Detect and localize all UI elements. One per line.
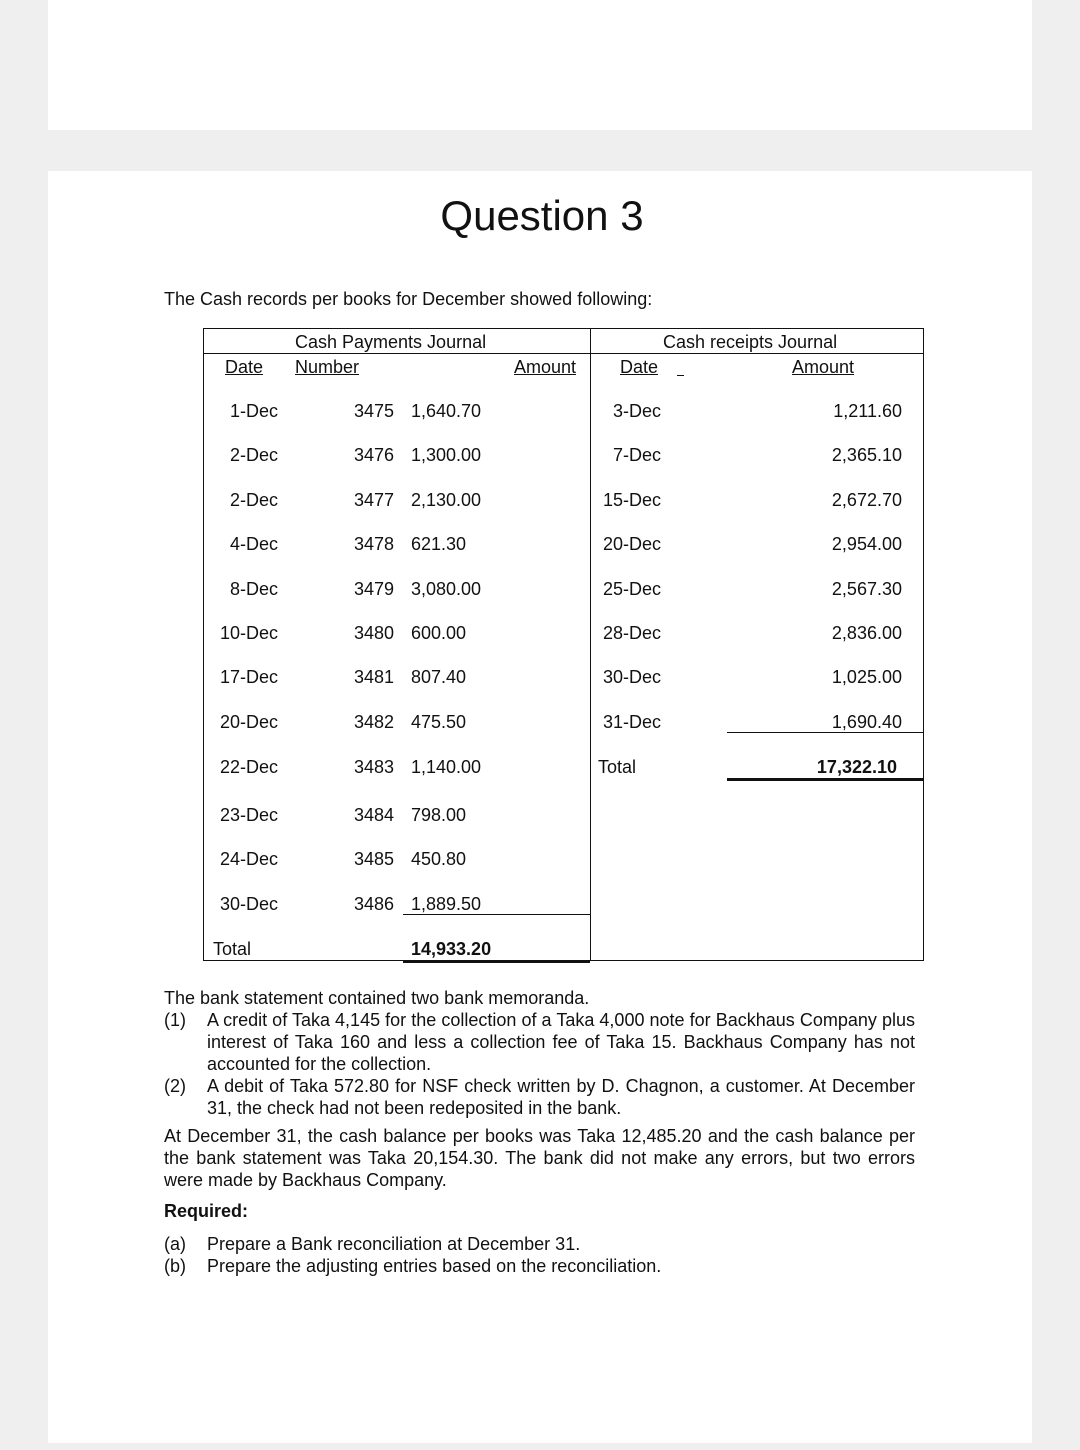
receipt-date: 28-Dec xyxy=(602,623,661,643)
receipt-amount: 1,025.00 xyxy=(831,667,902,687)
payment-amount: 1,640.70 xyxy=(411,401,482,421)
receipt-amount: 2,672.70 xyxy=(831,490,902,510)
receipts-total: 17,322.10 xyxy=(816,757,897,777)
receipts-col-amount: Amount xyxy=(792,357,855,377)
payment-date: 2-Dec xyxy=(229,445,278,465)
receipt-date: 30-Dec xyxy=(602,667,661,687)
receipt-amount: 2,836.00 xyxy=(831,623,902,643)
receipt-amount: 1,211.60 xyxy=(833,401,902,421)
payment-date: 20-Dec xyxy=(219,712,278,732)
payment-number: 3485 xyxy=(353,849,394,869)
question-title: Question 3 xyxy=(440,192,644,239)
payment-amount: 798.00 xyxy=(411,805,467,825)
payment-date: 22-Dec xyxy=(219,757,278,777)
payment-number: 3484 xyxy=(353,805,394,825)
previous-page xyxy=(48,0,1032,130)
required-a-text: Prepare a Bank reconciliation at December 31. xyxy=(207,1234,581,1254)
payments-total: 14,933.20 xyxy=(411,939,492,959)
payment-amount: 621.30 xyxy=(411,534,467,554)
payments-col-date: Date xyxy=(225,357,264,377)
payment-number: 3482 xyxy=(353,712,394,732)
receipts-col-date: Date xyxy=(620,357,659,377)
payment-amount: 1,300.00 xyxy=(411,445,482,465)
payment-amount: 600.00 xyxy=(411,623,467,643)
receipt-date: 7-Dec xyxy=(612,445,661,465)
receipt-amount: 2,954.00 xyxy=(831,534,902,554)
payment-number: 3486 xyxy=(353,894,394,914)
memo-1 xyxy=(164,1009,915,1075)
receipts-total-label: Total xyxy=(598,757,637,777)
payment-number: 3475 xyxy=(353,401,394,421)
payment-date: 24-Dec xyxy=(219,849,278,869)
payment-number: 3477 xyxy=(353,490,394,510)
receipt-amount: 2,567.30 xyxy=(831,579,902,599)
payment-amount: 2,130.00 xyxy=(411,490,482,510)
payment-date: 30-Dec xyxy=(219,894,278,914)
payment-date: 4-Dec xyxy=(229,534,278,554)
payment-number: 3483 xyxy=(353,757,394,777)
required-a-number: (a) xyxy=(164,1234,186,1254)
payment-number: 3479 xyxy=(353,579,394,599)
memo-1-text: A credit of Taka 4,145 for the collection of a Taka 4,000 note for Backhaus Company plus interest of Taka 160 and less a collection fee of Taka 15. Backhaus Company has not accounted for the collection. xyxy=(207,1010,915,1074)
payment-amount: 1,889.50 xyxy=(411,894,482,914)
payment-amount: 3,080.00 xyxy=(411,579,482,599)
payment-amount: 475.50 xyxy=(411,712,467,732)
payments-heading: Cash Payments Journal xyxy=(295,332,487,352)
payment-number: 3481 xyxy=(353,667,394,687)
payment-amount: 1,140.00 xyxy=(411,757,482,777)
payments-total-label: Total xyxy=(213,939,252,959)
payment-date: 1-Dec xyxy=(229,401,278,421)
payment-date: 17-Dec xyxy=(219,667,278,687)
required-b xyxy=(164,1255,915,1277)
payment-date: 23-Dec xyxy=(219,805,278,825)
balance-text: At December 31, the cash balance per books was Taka 12,485.20 and the cash balance per the bank statement was Taka 20,154.30. The bank did not make any errors, but two errors were made by Backhaus Company. xyxy=(164,1126,915,1190)
payment-amount: 450.80 xyxy=(411,849,467,869)
payment-date: 8-Dec xyxy=(229,579,278,599)
payment-number: 3478 xyxy=(353,534,394,554)
memo-intro: The bank statement contained two bank memoranda. xyxy=(164,988,590,1008)
memo-1-number: (1) xyxy=(164,1010,186,1030)
payment-number: 3480 xyxy=(353,623,394,643)
memo-2 xyxy=(164,1075,915,1119)
receipt-date: 15-Dec xyxy=(602,490,661,510)
payment-date: 2-Dec xyxy=(229,490,278,510)
receipt-amount: 1,690.40 xyxy=(831,712,902,732)
payment-amount: 807.40 xyxy=(411,667,467,687)
required-a xyxy=(164,1233,915,1255)
required-b-number: (b) xyxy=(164,1256,186,1276)
receipt-date: 3-Dec xyxy=(612,401,661,421)
receipts-heading: Cash receipts Journal xyxy=(663,332,838,352)
intro-text: The Cash records per books for December showed following: xyxy=(164,289,653,309)
memo-2-text: A debit of Taka 572.80 for NSF check written by D. Chagnon, a customer. At December 31, the check had not been redeposited in the bank. xyxy=(207,1076,915,1118)
payment-number: 3476 xyxy=(353,445,394,465)
receipt-date: 31-Dec xyxy=(602,712,661,732)
payment-date: 10-Dec xyxy=(219,623,278,643)
receipt-date: 25-Dec xyxy=(602,579,661,599)
payments-col-number: Number xyxy=(295,357,360,377)
required-b-text: Prepare the adjusting entries based on the reconciliation. xyxy=(207,1256,662,1276)
payments-col-amount: Amount xyxy=(514,357,577,377)
receipt-date: 20-Dec xyxy=(602,534,661,554)
receipt-amount: 2,365.10 xyxy=(831,445,902,465)
memo-2-number: (2) xyxy=(164,1076,186,1096)
required-label: Required: xyxy=(164,1201,249,1221)
